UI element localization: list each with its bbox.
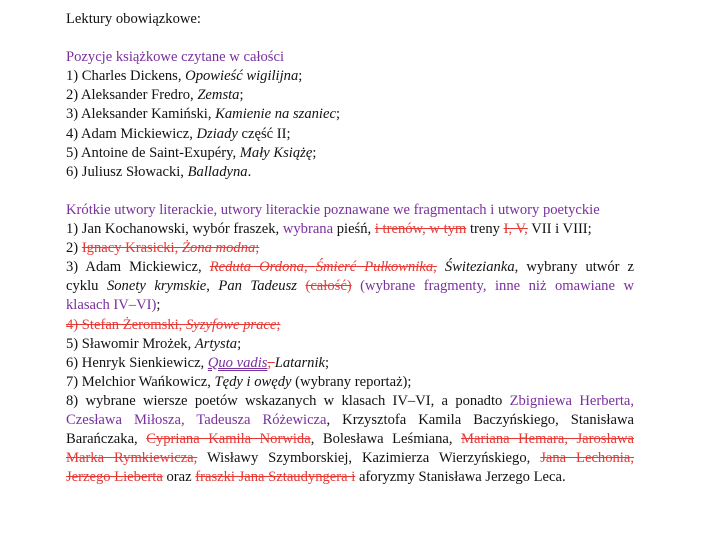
deleted-text: Jerzego Lieberta [66,469,163,486]
deleted-text: , [433,259,437,276]
list-item-continued: klasach IV–VI); [66,297,161,314]
document-page [66,10,634,487]
list-item-continued: Barańczaka, Cypriana Kamila Norwida, Bolesława Leśmiana, Mariana Hemara, Jarosława [66,431,634,448]
list-item: 2) Aleksander Fredro, Zemsta; [66,87,244,104]
list-item [66,316,634,335]
deleted-text: Ignacy Krasicki, [81,240,182,257]
inserted-text: klasach IV–VI) [66,297,157,314]
deleted-text: ; [255,240,260,257]
deleted-text: (całość) [305,278,352,295]
deleted-text: , [267,354,275,371]
deleted-text: ; [276,316,281,333]
inserted-text: Quo vadis [207,354,268,371]
list-item: 6) Juliusz Słowacki, Balladyna. [66,163,252,180]
inserted-text: Zbigniewa Herberta, [509,392,634,409]
list-item-continued: Marka Rymkiewicza, Wisławy Szymborskiej, Kazimierza Wierzyńskiego, Jana Lechonia, [66,450,634,467]
list-item-continued: Jerzego Lieberta oraz fraszki Jana Sztaudyngera i aforyzmy Stanisława Jerzego Leca. [66,469,566,486]
list-item: 1) Jan Kochanowski, wybór fraszek, wybrana pieśń, i trenów, w tym treny I, V, VII i VIII; [66,221,592,238]
list-item: 5) Sławomir Mrożek, Artysta; [66,335,242,352]
list-item-continued: Czesława Miłosza, Tadeusza Różewicza, Krzysztofa Kamila Baczyńskiego, Stanisława [66,411,634,428]
section-heading-short-works: Krótkie utwory literackie, utwory literackie poznawane we fragmentach i utwory poetyckie [66,201,600,218]
spacer [66,182,634,201]
deleted-text: Reduta Ordona [209,259,304,276]
deleted-text: Jana Lechonia, [540,450,634,467]
list-item-continued: cyklu Sonety krymskie, Pan Tadeusz (całość) (wybrane fragmenty, inne niż omawiane w [66,278,634,295]
list-item: 5) Antoine de Saint-Exupéry, Mały Książę; [66,144,317,161]
inserted-text: Czesława Miłosza, Tadeusza Różewicza [66,411,327,428]
list-item: 8) wybrane wiersze poetów wskazanych w klasach IV–VI, a ponadto Zbigniewa Herberta, [66,392,634,409]
list-item: 3) Aleksander Kamiński, Kamienie na szaniec; [66,106,341,123]
list-item: 3) Adam Mickiewicz, Reduta Ordona, Śmierć Pułkownika, Świtezianka, wybrany utwór z [66,259,634,276]
deleted-text: Marka Rymkiewicza, [66,450,198,467]
deleted-text: , [303,259,316,276]
document-title: Lektury obowiązkowe: [66,11,201,27]
inserted-text: (wybrane fragmenty, inne niż omawiane w [351,278,634,295]
list-item: 1) Charles Dickens, Opowieść wigilijna; [66,68,303,85]
deleted-text: Syzyfowe prace [185,316,277,333]
deleted-text: Żona modna [181,240,256,257]
list-item: 4) Adam Mickiewicz, Dziady część II; [66,125,291,142]
section-heading-full-books: Pozycje książkowe czytane w całości [66,49,285,66]
deleted-text: Śmierć Pułkownika [315,259,434,276]
inserted-text: wybrana [282,221,334,238]
deleted-text: Mariana Hemara, Jarosława [461,431,634,448]
deleted-text: 4) Stefan Żeromski, [66,316,186,333]
list-item: 7) Melchior Wańkowicz, Tędy i owędy (wybrany reportaż); [66,373,412,390]
deleted-text: I, V, [503,221,528,238]
deleted-text: Cypriana Kamila Norwida [146,431,311,448]
list-item: 6) Henryk Sienkiewicz, Quo vadis, Latarnik; [66,354,330,371]
list-item: 2) Ignacy Krasicki, Żona modna; [66,240,260,257]
deleted-text: i trenów, w tym [374,221,467,238]
deleted-text: fraszki Jana Sztaudyngera i [195,469,356,486]
spacer [66,29,634,48]
